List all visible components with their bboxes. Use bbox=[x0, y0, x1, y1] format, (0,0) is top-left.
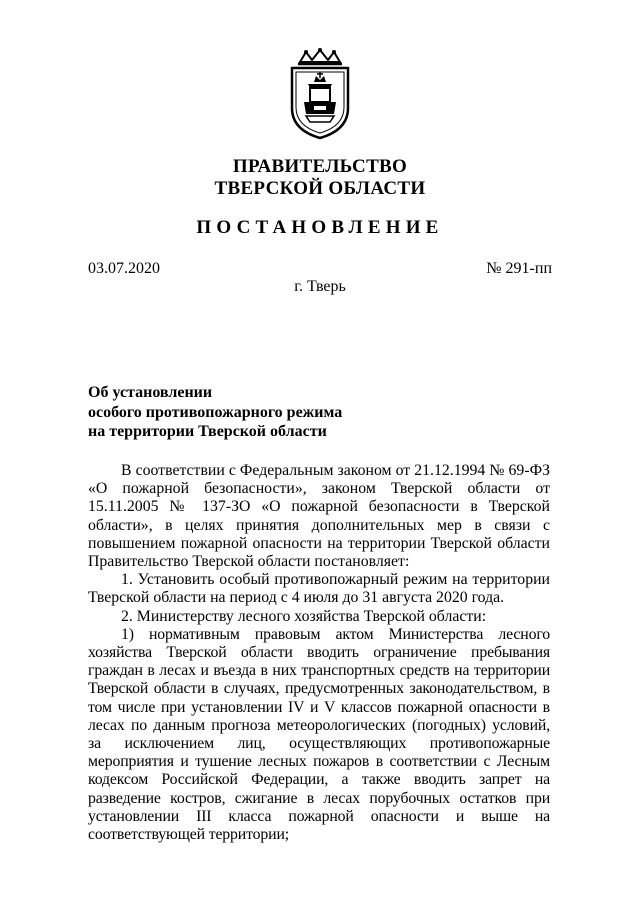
item-1-paragraph: 1. Установить особый противопожарный режим на территории Тверской области на период с 4 июля до 31 августа 2020 года. bbox=[88, 571, 550, 607]
subject-line-2: особого противопожарного режима bbox=[88, 403, 343, 421]
document-type-title: ПОСТАНОВЛЕНИЕ bbox=[196, 217, 444, 238]
subject-line-1: Об установлении bbox=[88, 384, 213, 401]
tver-region-coat-of-arms-icon bbox=[274, 48, 366, 140]
subject-line-3: на территории Тверской области bbox=[88, 423, 327, 440]
document-body bbox=[88, 462, 550, 844]
item-2-1-paragraph: 1) нормативным правовым актом Министерства лесного хозяйства Тверской области вводить ограничение пребывания граждан в лесах и въезда в них транспортных средств на территории Тверской области в случаях, предусмотренных законодательством, в том числе при установлении IV и V классов пожарной опасности в лесах по данным прогноза метеорологических (погодных) условий, за исключением лиц, осуществляющих противопожарные мероприятия и тушение лесных пожаров в соответствии с Лесным кодексом Российской Федерации, а также вводить запрет на разведение костров, сжигание в лесах порубочных остатков при установлении III класса пожарной опасности и выше на соответствующей территории; bbox=[88, 625, 550, 844]
document-date: 03.07.2020 bbox=[88, 260, 160, 277]
preamble-paragraph: В соответствии с Федеральным законом от 21.12.1994 № 69-ФЗ «О пожарной безопасности», законом Тверской области от 15.11.2005 № 137-ЗО «О пожарной безопасности в Тверской области», в целях принятия дополнительных мер в связи с повышением пожарной опасности на территории Тверской области Правительство Тверской области постановляет: bbox=[88, 462, 550, 571]
item-2-paragraph: 2. Министерству лесного хозяйства Тверской области: bbox=[121, 607, 487, 625]
document-city: г. Тверь bbox=[294, 278, 346, 295]
document-number: № 291-пп bbox=[486, 260, 552, 277]
government-name-line1: ПРАВИТЕЛЬСТВО bbox=[232, 156, 408, 177]
government-name-line2: ТВЕРСКОЙ ОБЛАСТИ bbox=[214, 178, 426, 199]
document-subject bbox=[88, 383, 342, 442]
